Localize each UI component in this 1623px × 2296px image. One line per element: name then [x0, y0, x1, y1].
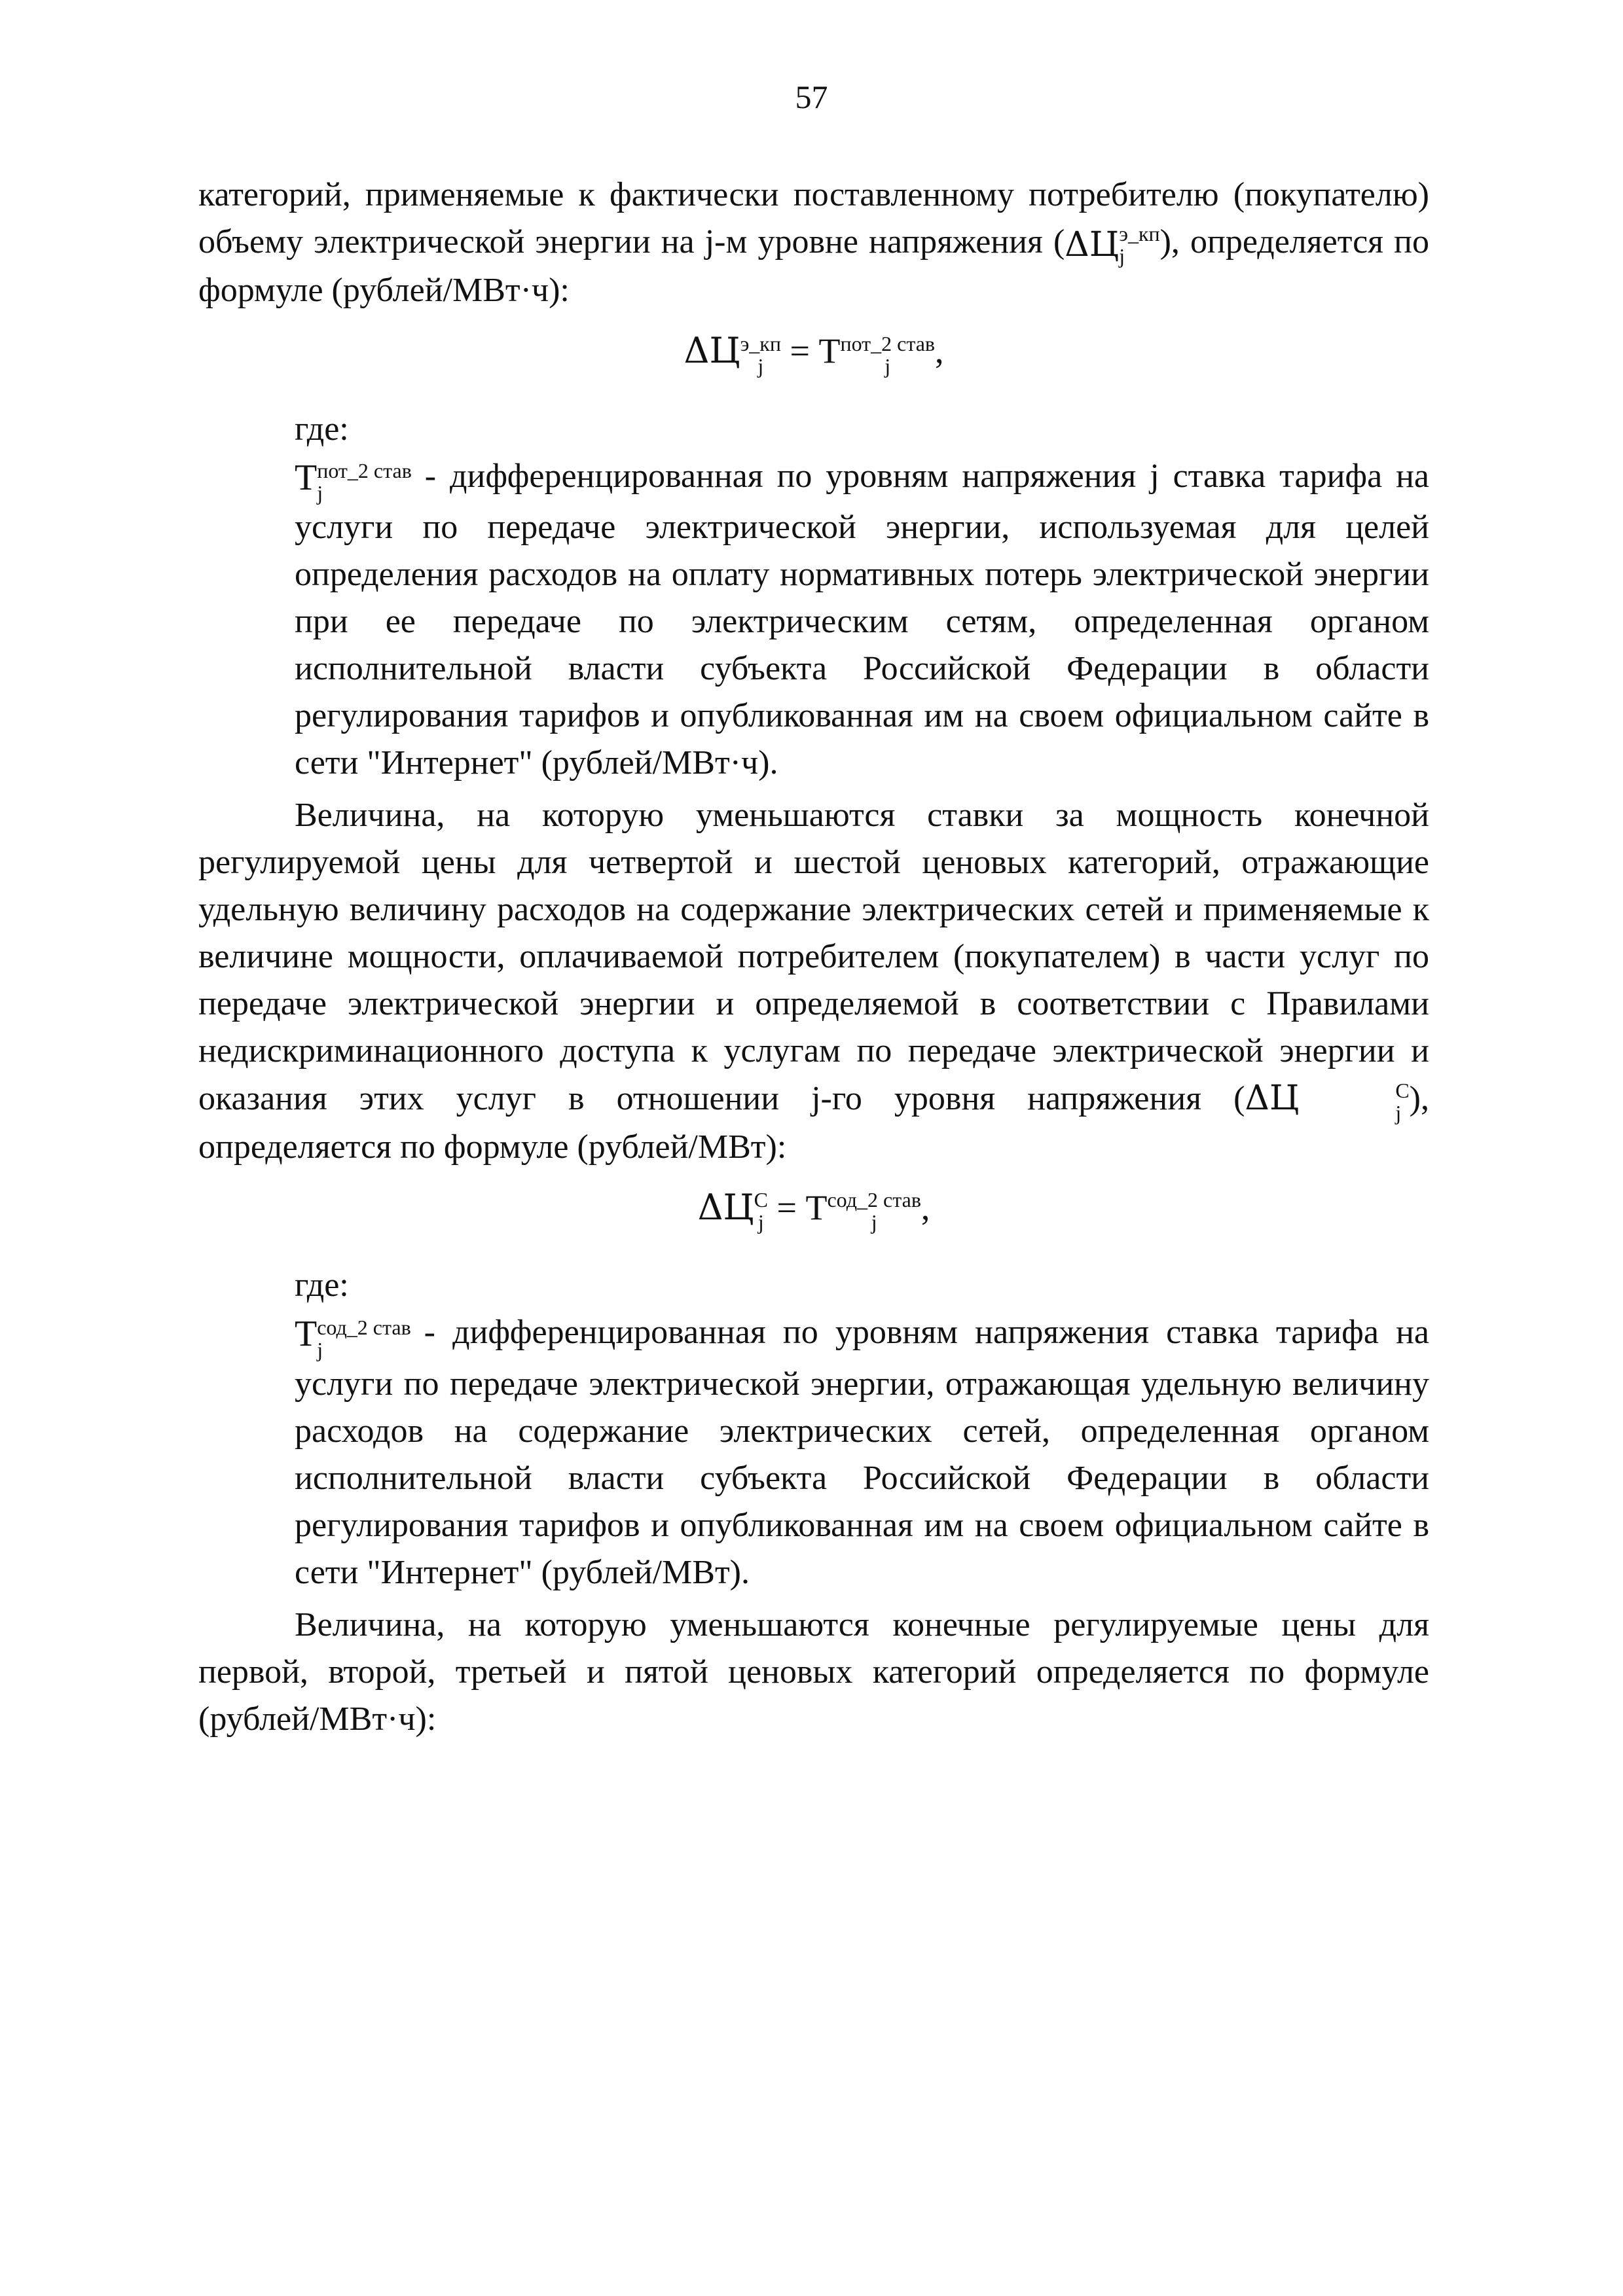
definition-2-text: - дифференцированная по уровням напряжения ставка тарифа на услуги по передаче электрической энергии, отражающая удельную величину расходов на содержание электрических сетей, определенная органом исполнительной власти субъекта Российской Федерации в области регулирования тарифов и опубликованная им на своем официальном сайте в сети "Интернет" (рублей/МВт). — [295, 1314, 1429, 1591]
page-number: 57 — [795, 79, 828, 115]
definition-2-sup: сод_2 став — [317, 1315, 411, 1339]
formula-2-end: , — [921, 1187, 930, 1227]
formula-2-lhs-sup: С — [754, 1188, 768, 1212]
paragraph-1-text: категорий, применяемые к фактически поставленному потребителю (покупателю) объему электрической энергии на j-м уровне напряжения — [198, 176, 1429, 260]
formula-1-equals: = — [790, 331, 810, 371]
formula-2-lhs: ΔЦ — [697, 1186, 754, 1228]
formula-1-lhs-sup: э_кп — [740, 331, 781, 355]
formula-1-end: , — [935, 331, 944, 371]
formula-1-lhs: ΔЦ — [684, 330, 740, 372]
inline-symbol-delta-c-ekp: ΔЦ — [1065, 224, 1120, 264]
paragraph-2-symbol-sub: j — [1395, 1100, 1402, 1124]
formula-2-rhs-sub: j — [871, 1210, 877, 1234]
definition-1-text: - дифференцированная по уровням напряжения j ставка тарифа на услуги по передаче электрической энергии, используемая для целей определения расходов на оплату нормативных потерь электрической энергии при ее передаче по электрическим сетям, определенная органом исполнительной власти субъекта Российской Федерации в области регулирования тарифов и опубликованная им на своем официальном сайте в сети "Интернет" (рублей/МВт·ч). — [295, 457, 1429, 781]
paragraph-2-symbol-sup: С — [1395, 1078, 1410, 1102]
formula-2-lhs-sub: j — [757, 1210, 764, 1234]
paragraph-1: категорий, применяемые к фактически поставленному потребителю (покупателю) объему электрической энергии на j-м уровне напряжения (ΔЦ э_кп j ), определяется по формуле (рублей/МВт·ч): — [198, 176, 1429, 310]
formula-2-equals: = — [776, 1187, 797, 1227]
formula-1-rhs-sup: пот_2 став — [840, 331, 936, 355]
paragraph-2-text: Величина, на которую уменьшаются ставки за мощность конечной регулируемой цены для четвертой и шестой ценовых категорий, отражающие удельную величину расходов на содержание электрических сетей и применяемые к величине мощности, оплачиваемой потребителем (покупателем) в части услуг по передаче электрической энергии и определяемой в соответствии с Правилами недискриминационного доступа к услугам по передаче электрической энергии и оказания этих услуг в отношении j-го уровня напряжения ( — [198, 796, 1429, 1117]
definition-2 — [198, 1309, 1429, 1596]
definition-2-sub: j — [317, 1337, 323, 1361]
formula-1 — [198, 327, 1429, 377]
formula-1-rhs: Т — [818, 331, 841, 371]
formula-2 — [198, 1184, 1429, 1234]
paragraph-2 — [198, 792, 1429, 1171]
definition-1-symbol: Т пот_2 став j — [295, 457, 412, 505]
definition-1-sub: j — [317, 480, 323, 505]
definition-2-symbol: Т сод_2 став j — [295, 1314, 411, 1361]
paragraph-2-symbol: ΔЦ — [1245, 1078, 1300, 1118]
where-label-2: где: — [295, 1266, 349, 1304]
formula-2-rhs-sup: сод_2 став — [827, 1188, 921, 1212]
paragraph-1-tail: ), определяется по формуле (рублей/МВт·ч): — [198, 223, 1429, 310]
formula-1-rhs-sub: j — [884, 353, 891, 378]
formula-1-lhs-sub: j — [757, 353, 764, 378]
document-body — [198, 171, 1429, 1743]
definition-1 — [198, 453, 1429, 787]
paragraph-3: Величина, на которую уменьшаются конечные регулируемые цены для первой, второй, третьей и пятой ценовых категорий определяется по формуле (рублей/МВт·ч): — [198, 1605, 1429, 1738]
definition-1-sup: пот_2 став — [317, 458, 412, 482]
inline-symbol-sub: j — [1119, 244, 1125, 268]
paragraph-2-tail: ), определяется по формуле (рублей/МВт): — [198, 1079, 1429, 1166]
inline-symbol-sup: э_кп — [1119, 222, 1160, 246]
formula-2-rhs: Т — [805, 1187, 828, 1227]
where-label-1: где: — [295, 410, 349, 448]
